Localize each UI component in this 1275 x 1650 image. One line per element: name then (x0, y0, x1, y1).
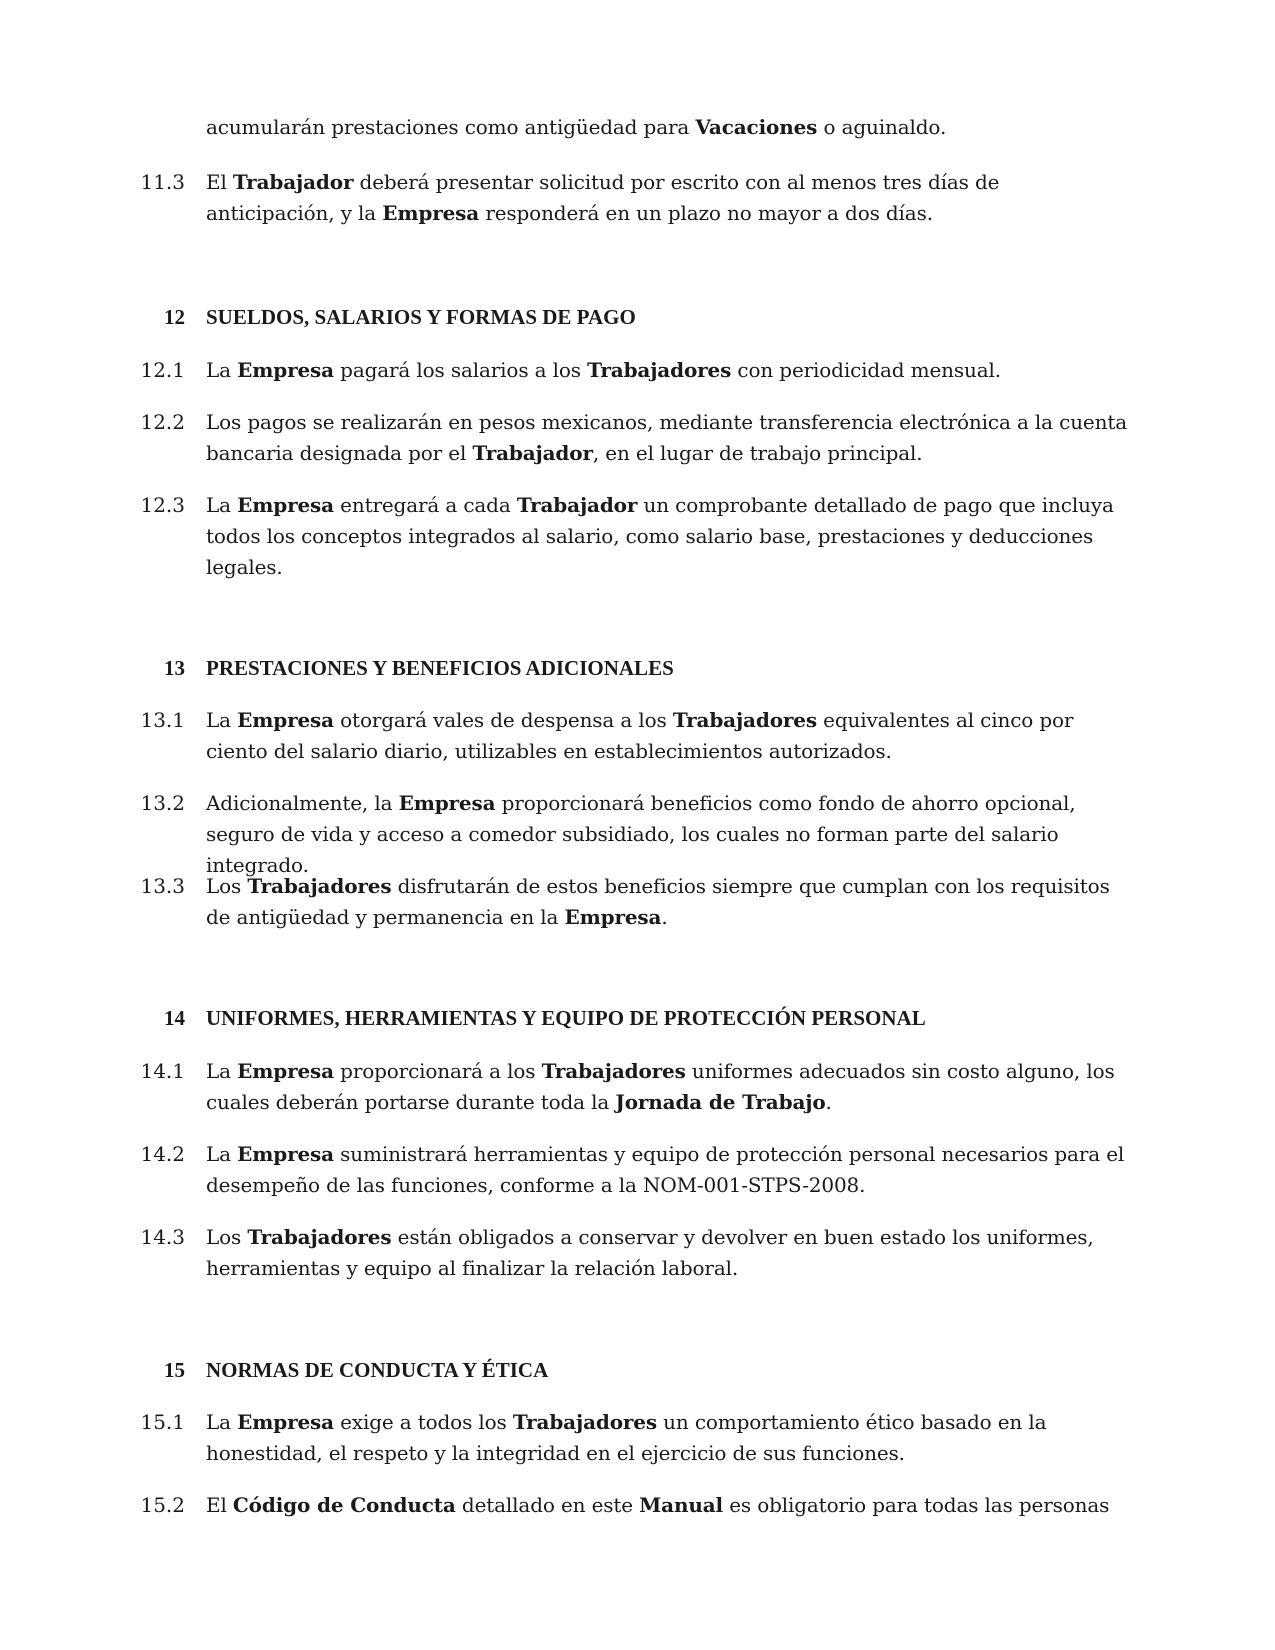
text-run: o aguinaldo. (817, 115, 947, 139)
defined-term: Trabajadores (512, 1410, 657, 1434)
section-title (206, 1003, 1131, 1034)
clause-number: 11.3 (140, 170, 185, 194)
defined-term: Vacaciones (695, 115, 818, 139)
text-run: La (206, 1059, 238, 1083)
clause-text (206, 1490, 1131, 1521)
clause-number: 12.3 (140, 493, 185, 517)
text-run: La (206, 358, 238, 382)
defined-term: Empresa (564, 905, 662, 929)
defined-term: Trabajadores (247, 874, 392, 898)
clause-text (206, 407, 1131, 469)
clause-text (206, 788, 1131, 881)
defined-term: Manual (639, 1493, 723, 1517)
defined-term: Empresa (237, 493, 334, 517)
section-number: 15 (164, 1358, 185, 1382)
defined-term: Empresa (237, 358, 334, 382)
text-run: . (661, 905, 668, 929)
clause-text (206, 355, 1131, 386)
section-number: 12 (164, 305, 185, 329)
clause-text (206, 490, 1131, 583)
defined-term: Empresa (237, 1142, 334, 1166)
clause-number: 15.1 (140, 1410, 185, 1434)
defined-term: Empresa (237, 1410, 334, 1434)
clause-text (206, 1139, 1131, 1201)
defined-term: Empresa (237, 708, 334, 732)
defined-term: Trabajador (516, 493, 638, 517)
text-run: La (206, 708, 238, 732)
text-run: deberá presentar solicitud por escrito con al menos tres días de anticipación, y la (206, 170, 1000, 225)
section-title (206, 302, 1131, 333)
text-run: El (206, 1493, 233, 1517)
text-run: disfrutarán de estos beneficios siempre que cumplan con los requisitos de antigüedad y permanencia en la (206, 874, 1110, 929)
text-run: detallado en este (455, 1493, 640, 1517)
text-run: , en el lugar de trabajo principal. (592, 441, 923, 465)
clause-number: 15.2 (140, 1493, 185, 1517)
clause-text (206, 705, 1131, 767)
text-run: La (206, 1410, 238, 1434)
text-run: entregará a cada (333, 493, 517, 517)
text-run: con periodicidad mensual. (731, 358, 1001, 382)
text-run: están obligados a conservar y devolver en buen estado los uniformes, herramientas y equipo al finalizar la relación laboral. (206, 1225, 1094, 1280)
text-run: uniformes adecuados sin costo alguno, los cuales deberán portarse durante toda la (206, 1059, 1115, 1114)
section-title (206, 653, 1131, 684)
text-run: exige a todos los (333, 1410, 513, 1434)
text-run: proporcionará beneficios como fondo de ahorro opcional, seguro de vida y acceso a comedor subsidiado, los cuales no forman parte del salario integrado. (206, 791, 1076, 877)
clause-text (206, 112, 1131, 143)
defined-term: Empresa (237, 1059, 334, 1083)
clause-number: 13.1 (140, 708, 185, 732)
defined-term: Jornada de Trabajo (615, 1090, 826, 1114)
clause-text (206, 1056, 1131, 1118)
clause-number: 14.1 (140, 1059, 185, 1083)
clause-text (206, 871, 1131, 933)
text-run: equivalentes al cinco por ciento del salario diario, utilizables en establecimientos autorizados. (206, 708, 1074, 763)
text-run: es obligatorio para todas las personas (723, 1493, 1110, 1517)
text-run: Los (206, 874, 248, 898)
text-run: responderá en un plazo no mayor a dos días. (479, 201, 933, 225)
defined-term: Trabajadores (587, 358, 732, 382)
text-run: un comprobante detallado de pago que incluya todos los conceptos integrados al salario, como salario base, prestaciones y deducciones legales. (206, 493, 1114, 579)
text-run: La (206, 493, 238, 517)
defined-term: PRESTACIONES Y BENEFICIOS ADICIONALES (206, 656, 674, 680)
defined-term: Trabajadores (672, 708, 817, 732)
clause-number: 13.2 (140, 791, 185, 815)
clause-number: 12.2 (140, 410, 185, 434)
clause-text (206, 1407, 1131, 1469)
text-run: otorgará vales de despensa a los (333, 708, 673, 732)
defined-term: UNIFORMES, HERRAMIENTAS Y EQUIPO DE PROTECCIÓN PERSONAL (206, 1006, 926, 1030)
text-run: Los pagos se realizarán en pesos mexicanos, mediante transferencia electrónica a la cuenta bancaria designada por el (206, 410, 1128, 465)
text-run: . (825, 1090, 832, 1114)
text-run: La (206, 1142, 238, 1166)
defined-term: Código de Conducta (232, 1493, 456, 1517)
clause-number: 12.1 (140, 358, 185, 382)
defined-term: Trabajadores (247, 1225, 392, 1249)
defined-term: SUELDOS, SALARIOS Y FORMAS DE PAGO (206, 305, 636, 329)
section-title (206, 1355, 1131, 1386)
section-number: 14 (164, 1006, 185, 1030)
text-run: suministrará herramientas y equipo de protección personal necesarios para el desempeño de las funciones, conforme a la NOM-001-STPS-2008. (206, 1142, 1125, 1197)
clause-text (206, 167, 1131, 229)
clause-number: 14.3 (140, 1225, 185, 1249)
text-run: pagará los salarios a los (333, 358, 588, 382)
text-run: un comportamiento ético basado en la honestidad, el respeto y la integridad en el ejercicio de sus funciones. (206, 1410, 1047, 1465)
section-number: 13 (164, 656, 185, 680)
text-run: proporcionará a los (333, 1059, 542, 1083)
defined-term: Empresa (398, 791, 496, 815)
text-run: Adicionalmente, la (206, 791, 399, 815)
defined-term: Empresa (382, 201, 480, 225)
text-run: Los (206, 1225, 248, 1249)
clause-number: 13.3 (140, 874, 185, 898)
defined-term: NORMAS DE CONDUCTA Y ÉTICA (206, 1358, 549, 1382)
defined-term: Trabajador (472, 441, 593, 465)
clause-text (206, 1222, 1131, 1284)
defined-term: Trabajador (232, 170, 354, 194)
text-run: El (206, 170, 233, 194)
defined-term: Trabajadores (541, 1059, 686, 1083)
text-run: acumularán prestaciones como antigüedad para (206, 115, 696, 139)
clause-number: 14.2 (140, 1142, 185, 1166)
